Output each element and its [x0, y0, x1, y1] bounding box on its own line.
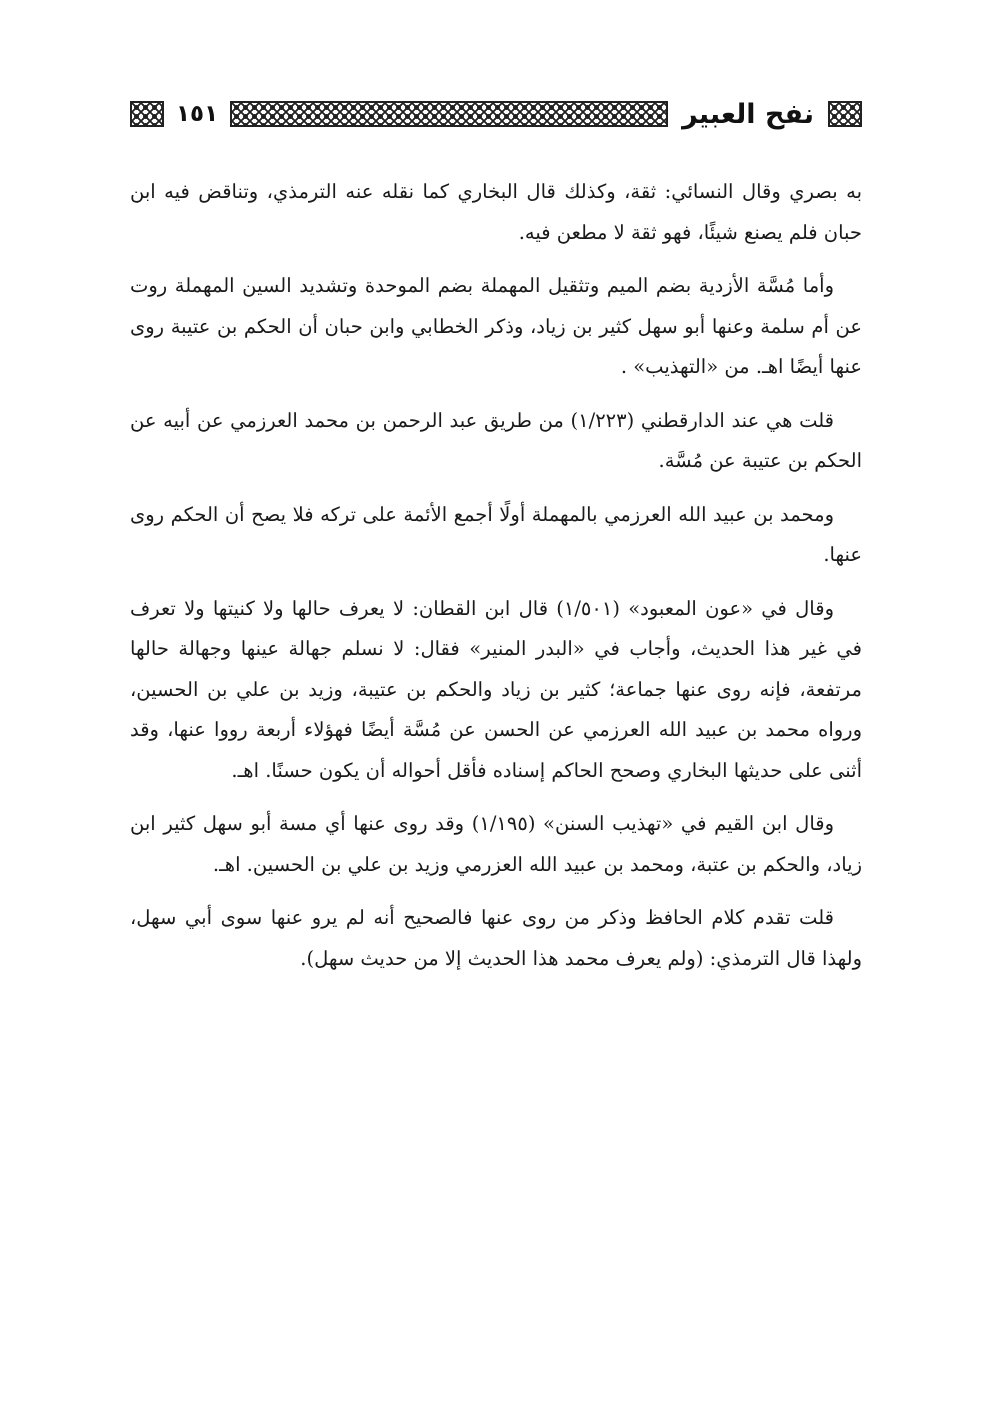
- ornament-left-icon: [130, 101, 164, 127]
- ornament-right-icon: [828, 101, 862, 127]
- paragraph-6: وقال ابن القيم في «تهذيب السنن» (١/١٩٥) وقد روى عنها أي مسة أبو سهل كثير ابن زياد، والحكم بن عتبة، ومحمد بن عبيد الله العزرمي وزيد بن علي بن الحسين. اهـ.: [130, 812, 862, 876]
- paragraph-7: قلت تقدم كلام الحافظ وذكر من روى عنها فالصحيح أنه لم يرو عنها سوى أبي سهل، ولهذا قال الترمذي: (ولم يعرف محمد هذا الحديث إلا من حديث سهل).: [130, 906, 862, 970]
- ornament-band-icon: [230, 101, 668, 127]
- paragraph-3: قلت هي عند الدارقطني (١/٢٢٣) من طريق عبد الرحمن بن محمد العرزمي عن أبيه عن الحكم بن عتيبة عن مُسَّة.: [130, 408, 862, 472]
- paragraph-4: ومحمد بن عبيد الله العرزمي بالمهملة أولًا أجمع الأئمة على تركه فلا يصح أن الحكم روى عنها.: [130, 502, 862, 566]
- paragraph-5: وقال في «عون المعبود» (١/٥٠١) قال ابن القطان: لا يعرف حالها ولا كنيتها ولا تعرف في غير هذا الحديث، وأجاب في «البدر المنير» فقال: لا نسلم جهالة عينها وجهالة حالها مرتفعة، فإنه روى عنها جماعة؛ كثير بن زياد والحكم بن عتيبة، وزيد بن علي بن الحسين، ورواه محمد بن عبيد الله العرزمي عن الحسن عن مُسَّة أيضًا فهؤلاء أربعة رووا عنها، وقد أثنى على حديثها البخاري وصحح الحاكم إسناده فأقل أحواله أن يكون حسنًا. اهـ.: [130, 596, 862, 782]
- page-number: ١٥١: [176, 101, 219, 127]
- paragraph-1: به بصري وقال النسائي: ثقة، وكذلك قال البخاري كما نقله عنه الترمذي، وتناقض فيه ابن حبان فلم يصنع شيئًا، فهو ثقة لا مطعن فيه.: [130, 180, 862, 244]
- page-header: [130, 88, 862, 140]
- paragraph-2: وأما مُسَّة الأزدية بضم الميم وتثقيل المهملة بضم الموحدة وتشديد السين المهملة روت عن أم سلمة وعنها أبو سهل كثير بن زياد، وذكر الخطابي وابن حبان أن الحكم بن عتيبة روى عنها أيضًا اهـ. من «التهذيب» .: [130, 274, 862, 378]
- book-title: نفح العبير: [682, 98, 814, 130]
- page-body: [130, 172, 862, 992]
